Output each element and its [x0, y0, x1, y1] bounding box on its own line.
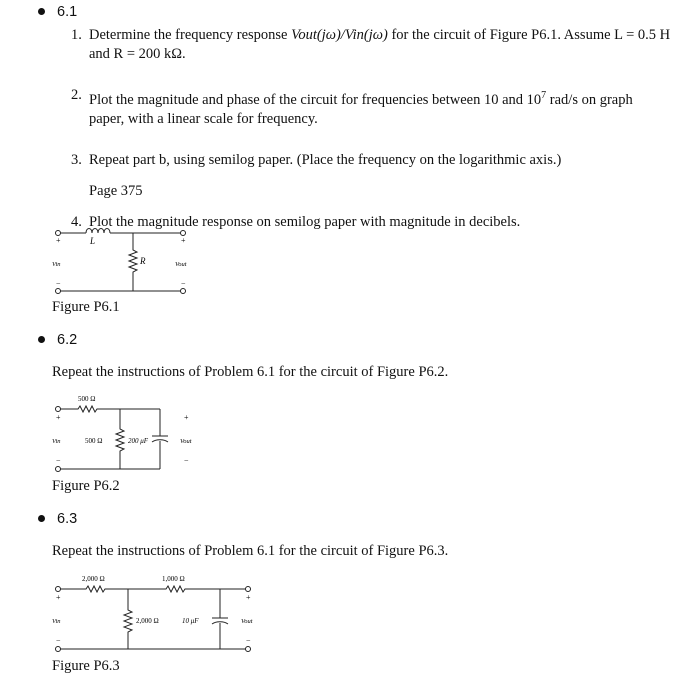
- vin-minus-label: −: [56, 456, 61, 465]
- bullet-dot: [38, 515, 45, 522]
- shunt-resistor-label: 2,000 Ω: [136, 617, 159, 625]
- input-terminal-top: [56, 407, 61, 412]
- vout-plus-label: +: [181, 236, 186, 245]
- list-item: 3. Repeat part b, using semilog paper. (Place the frequency on the logarithmic axis.): [71, 151, 562, 168]
- vin-label: Vin: [52, 618, 61, 625]
- problem-6-1-heading: 6.1: [38, 4, 77, 21]
- vout-minus-label: −: [181, 279, 186, 288]
- input-terminal-bottom: [56, 289, 61, 294]
- inductor-label: L: [90, 236, 96, 246]
- page-marker: Page 375: [89, 182, 143, 199]
- vout-minus-label: −: [246, 636, 251, 645]
- problem-6-1-list: [71, 26, 671, 232]
- output-terminal-bottom: [246, 647, 251, 652]
- vin-label: Vin: [52, 438, 61, 445]
- resistor-symbol: [129, 233, 137, 291]
- problem-6-2-heading: 6.2: [38, 332, 77, 349]
- series-resistor-symbol: [61, 406, 161, 412]
- series-resistor-label: 500 Ω: [78, 395, 96, 403]
- circuit-diagram-p6-3: [48, 568, 268, 656]
- shunt-resistor-label: 500 Ω: [85, 437, 103, 445]
- resistor-label: R: [140, 256, 146, 266]
- vout-plus-label: +: [246, 593, 251, 602]
- vin-label: Vin: [52, 261, 61, 268]
- shunt-resistor-symbol: [116, 409, 124, 469]
- capacitor-label: 10 μF: [182, 617, 199, 625]
- list-item: 1. Determine the frequency response Vout(jω)/Vin(jω) for the circuit of Figure P6.1. Assume L = 0.5 H and R = 200 kΩ.: [71, 27, 671, 62]
- bullet-dot: [38, 336, 45, 343]
- figure-caption: Figure P6.1: [52, 299, 120, 315]
- vout-label: Vout: [241, 618, 253, 625]
- input-terminal-bottom: [56, 647, 61, 652]
- vout-minus-label: −: [184, 456, 189, 465]
- circuit-diagram-p6-2: [48, 393, 208, 479]
- problem-6-3-instruction: Repeat the instructions of Problem 6.1 for the circuit of Figure P6.3.: [52, 543, 449, 559]
- input-terminal-bottom: [56, 467, 61, 472]
- circuit-diagram-p6-1: [48, 220, 208, 300]
- output-terminal-top: [181, 231, 186, 236]
- input-terminal-top: [56, 587, 61, 592]
- series-resistor-2-label: 1,000 Ω: [162, 575, 185, 583]
- bullet-dot: [38, 8, 45, 15]
- list-item: 2. Plot the magnitude and phase of the circuit for frequencies between 10 and $10^7$ rad/s on graph paper, with a linear scale for frequency.: [71, 87, 633, 127]
- problem-6-2-instruction: Repeat the instructions of Problem 6.1 for the circuit of Figure P6.2.: [52, 364, 449, 380]
- vout-label: Vout: [175, 261, 187, 268]
- capacitor-symbol: [212, 589, 228, 649]
- shunt-resistor-symbol: [124, 589, 132, 649]
- vin-plus-label: +: [56, 593, 61, 602]
- inductor-symbol: [86, 229, 110, 234]
- figure-caption: Figure P6.2: [52, 478, 120, 494]
- frequency-response-expression: Vout(jω)/Vin(jω): [291, 27, 388, 43]
- vout-plus-label: +: [184, 413, 189, 422]
- problem-6-3-heading: 6.3: [38, 511, 77, 528]
- vin-plus-label: +: [56, 236, 61, 245]
- vin-plus-label: +: [56, 413, 61, 422]
- vin-minus-label: −: [56, 279, 61, 288]
- vin-minus-label: −: [56, 636, 61, 645]
- output-terminal-bottom: [181, 289, 186, 294]
- input-terminal-top: [56, 231, 61, 236]
- series-resistor-1-label: 2,000 Ω: [82, 575, 105, 583]
- figure-caption: Figure P6.3: [52, 658, 120, 674]
- output-terminal-top: [246, 587, 251, 592]
- series-resistors-symbol: [61, 586, 246, 592]
- capacitor-label: 200 μF: [128, 437, 149, 445]
- list-item: 4. Plot the magnitude response on semilog paper with magnitude in decibels.: [71, 213, 521, 230]
- capacitor-symbol: [152, 409, 168, 469]
- vout-label: Vout: [180, 438, 192, 445]
